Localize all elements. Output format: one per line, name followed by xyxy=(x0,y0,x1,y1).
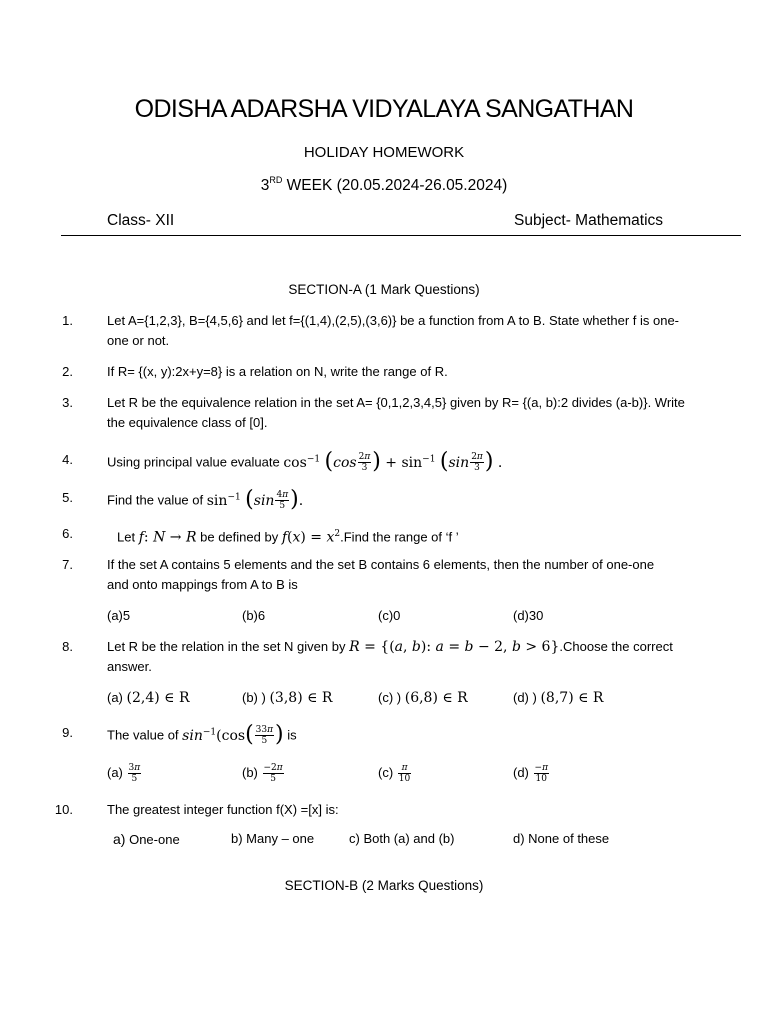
q6-function-rule: f xyxy=(281,529,288,546)
q8-option-b-label: (b) ) xyxy=(242,690,266,705)
q8-number: 8. xyxy=(62,639,73,654)
q9-option-b-label: (b) xyxy=(242,765,258,780)
q6-map-rest: : xyxy=(143,529,154,546)
q6-rule-eq: ) = xyxy=(300,529,327,546)
q6-codomain: R xyxy=(185,529,197,546)
q6-pre: Let xyxy=(117,529,136,545)
q1-line1: Let A={1,2,3}, B={4,5,6} and let f={(1,4),(2,5),(3,6)} be a function from A to B. State whether f is one- xyxy=(107,313,680,328)
q8-line1 xyxy=(107,637,717,657)
q7-option-d: (d)30 xyxy=(513,608,544,623)
q10-option-a xyxy=(113,829,180,850)
q8-option-b-math: (3,8) ∈ R xyxy=(269,690,333,706)
section-a-heading: SECTION-A (1 Mark Questions) xyxy=(288,282,480,297)
q8-option-a xyxy=(107,688,190,708)
q6-domain: N xyxy=(153,529,166,546)
q8-option-c xyxy=(378,688,468,708)
q8-relation: R xyxy=(349,639,360,655)
q6-arrow: → xyxy=(165,529,186,546)
q8-option-a-label: (a) xyxy=(107,690,123,705)
week-superscript: RD xyxy=(269,175,283,185)
q6-function-map: f xyxy=(138,529,144,546)
q8-option-c-label: (c) ) xyxy=(378,690,402,705)
q4-number: 4. xyxy=(62,452,73,467)
q8-option-a-math: (2,4) ∈ R xyxy=(126,690,190,706)
homework-title: HOLIDAY HOMEWORK xyxy=(303,144,465,161)
q7-option-b: (b)6 xyxy=(242,608,266,623)
q9-post: is xyxy=(287,727,297,743)
q1-number: 1. xyxy=(62,313,73,328)
q6-rule-x2: x xyxy=(326,529,335,546)
q7-option-a: (a)5 xyxy=(107,608,131,623)
q9-option-a-label: (a) xyxy=(107,765,123,780)
q8-pre: Let R be the relation in the set N given by xyxy=(107,639,346,654)
q9-option-a: (a) $\frac{3\pi}{5}$ xyxy=(107,763,141,785)
q3-number: 3. xyxy=(62,395,73,410)
q3-line1: Let R be the equivalence relation in the set A= {0,1,2,3,4,5} given by R= {(a, b):2 divides (a-b)}. Write xyxy=(107,395,685,410)
q6-post: .Find the range of ‘f ’ xyxy=(340,529,459,545)
q8-option-d-label: (d) ) xyxy=(513,690,537,705)
q9-option-b: (b) $\frac{-2\pi}{5}$ xyxy=(242,763,283,785)
q10-text: The greatest integer function f(X) =[x] is: xyxy=(107,802,339,817)
q10-option-b: b) Many – one xyxy=(231,831,315,846)
q9-option-d: (d) $\frac{-\pi}{10}$ xyxy=(513,763,548,785)
q5-text xyxy=(107,482,717,516)
q8-text xyxy=(107,637,717,677)
q10-option-c: c) Both (a) and (b) xyxy=(349,831,455,846)
q9-option-c-label: (c) xyxy=(378,765,394,780)
q2-text: If R= {(x, y):2x+y=8} is a relation on N, write the range of R. xyxy=(107,364,448,379)
week-number: 3 xyxy=(260,177,270,194)
q3-text xyxy=(107,393,717,433)
q6-rule-open: ( xyxy=(287,529,293,546)
section-b-heading: SECTION-B (2 Marks Questions) xyxy=(284,878,484,893)
q3-line2: the equivalence class of [0]. xyxy=(107,415,268,430)
q6-number: 6. xyxy=(62,526,73,541)
q7-line2: and onto mappings from A to B is xyxy=(107,577,298,592)
q7-text xyxy=(107,555,717,595)
q10-number: 10. xyxy=(54,802,73,817)
class-label: Class- XII xyxy=(107,212,175,229)
school-title: ODISHA ADARSHA VIDYALAYA SANGATHAN xyxy=(134,95,634,123)
header-divider xyxy=(61,235,741,236)
q9-pre: The value of xyxy=(107,727,179,743)
q5-number: 5. xyxy=(62,490,73,505)
q5-prompt: Find the value of xyxy=(107,492,204,508)
q6-rule-exp: 2 xyxy=(334,529,341,539)
q9-number: 9. xyxy=(62,725,73,740)
q2-number: 2. xyxy=(62,364,73,379)
q7-number: 7. xyxy=(62,557,73,572)
q4-text xyxy=(107,444,717,478)
q10-option-a-text: One-one xyxy=(129,832,180,847)
q8-line2: answer. xyxy=(107,659,152,674)
q8-option-d xyxy=(513,688,603,708)
week-line xyxy=(0,177,768,195)
q6-text xyxy=(117,524,717,547)
q1-text xyxy=(107,311,717,351)
q8-option-b xyxy=(242,688,332,708)
q4-expression: $\cos^{-1} (\cos$ $\frac{2\pi}{3}$ ) + $\sin^{-1} (\sin$ $\frac{2\pi}{3}$ ) . xyxy=(283,448,503,474)
q1-line2: one or not. xyxy=(107,333,170,348)
q7-option-c: (c)0 xyxy=(378,608,401,623)
subject-label: Subject- Mathematics xyxy=(514,212,664,229)
q6-rule-x: x xyxy=(292,529,301,546)
q7-line1: If the set A contains 5 elements and the set B contains 6 elements, then the number of one-one xyxy=(107,557,655,572)
q9-option-d-label: (d) xyxy=(513,765,529,780)
q4-prompt: Using principal value evaluate xyxy=(107,454,280,470)
q9-expression: $\sin^{-1}(\cos$( $\frac{33\pi}{5}$ ) xyxy=(182,721,284,747)
week-dates: WEEK (20.05.2024-26.05.2024) xyxy=(282,177,508,194)
q10-option-d: d) None of these xyxy=(513,831,610,846)
q8-post: .Choose the correct xyxy=(559,639,673,654)
q10-option-a-label: a) xyxy=(113,831,126,847)
q9-text xyxy=(107,717,717,751)
q8-relation-def: = {(a, b): a = b − 2, b > 6} xyxy=(359,639,560,655)
q9-option-c: (c) $\frac{\pi}{10}$ xyxy=(378,763,411,785)
q8-option-d-math: (8,7) ∈ R xyxy=(540,690,604,706)
q8-option-c-math: (6,8) ∈ R xyxy=(404,690,468,706)
q5-expression: $\sin^{-1} (\sin$ $\frac{4\pi}{5}$ ). xyxy=(206,486,304,512)
q6-mid: be defined by xyxy=(200,529,279,545)
